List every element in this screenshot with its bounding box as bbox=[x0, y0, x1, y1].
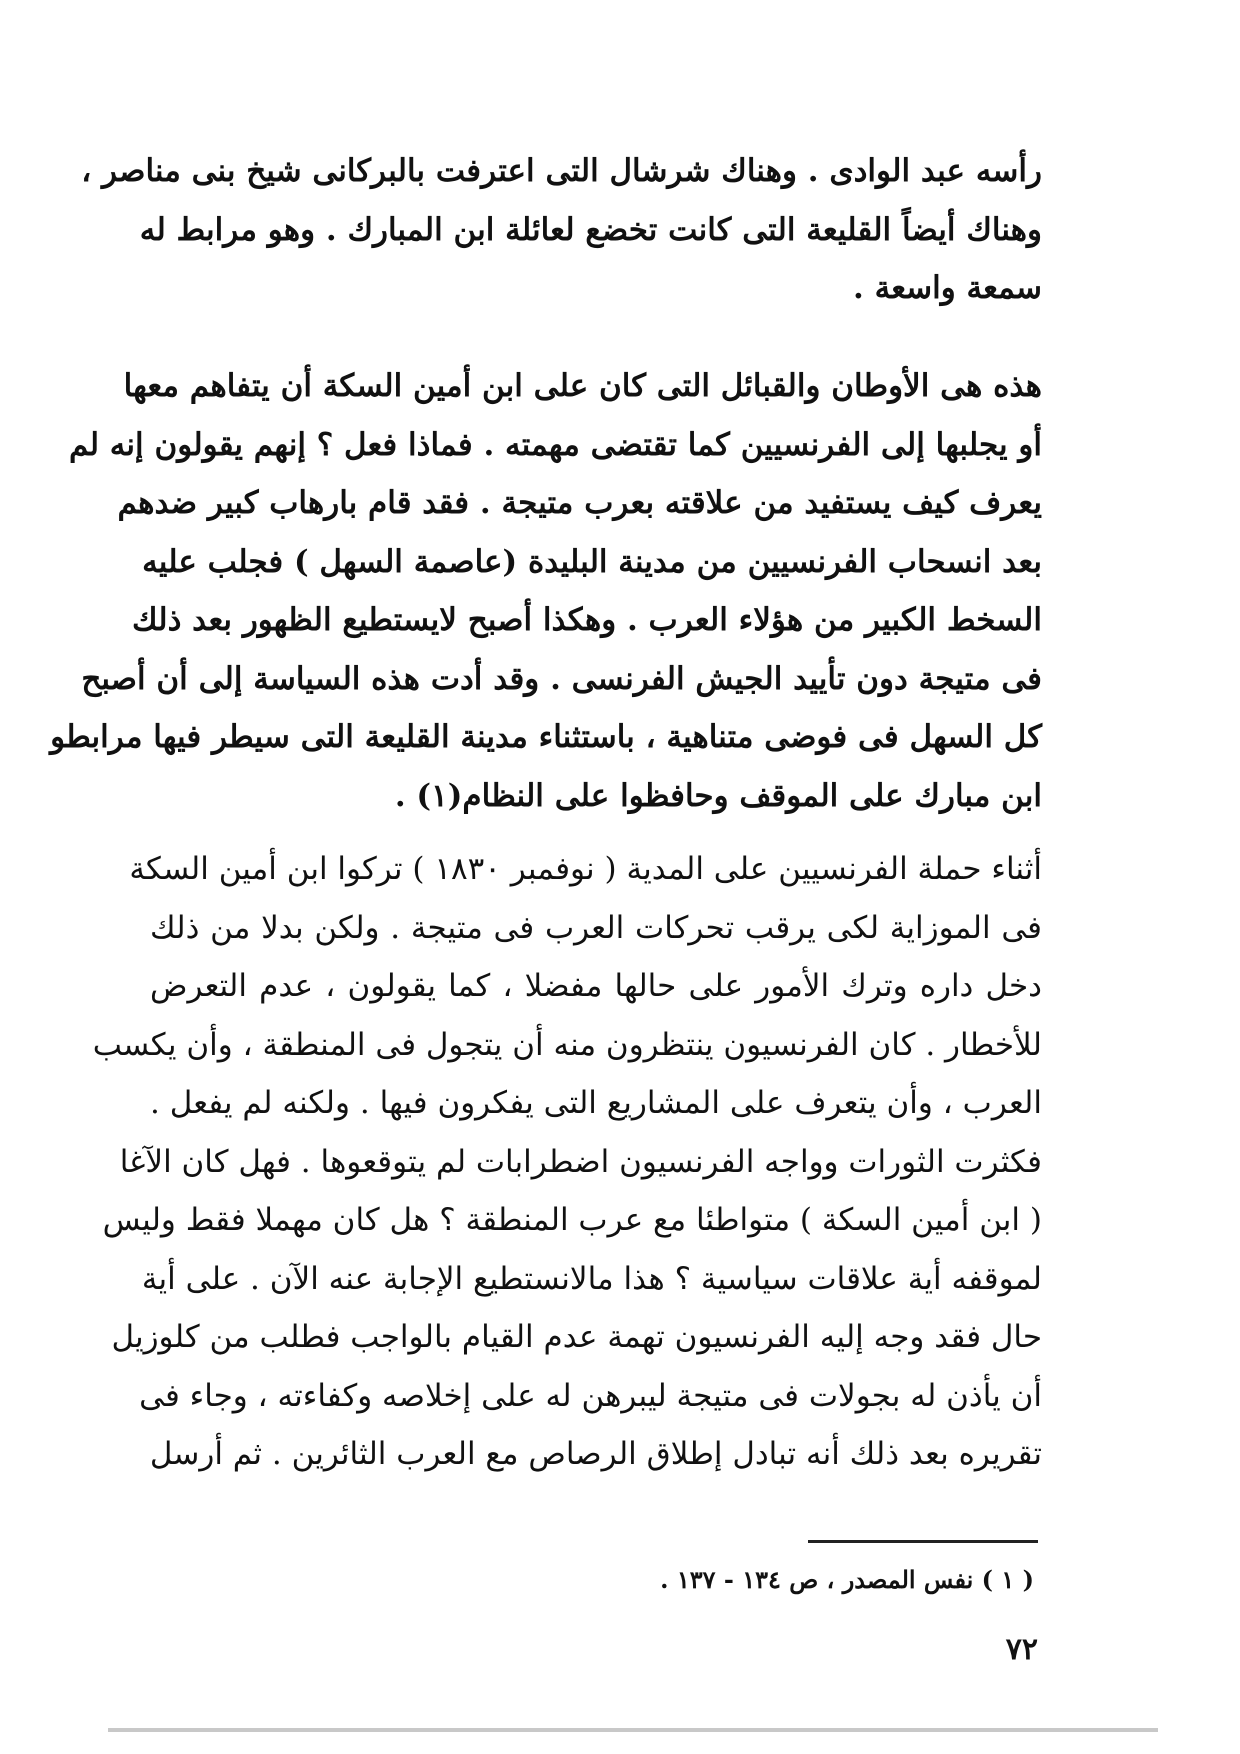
text-line: فى الموزاية لكى يرقب تحركات العرب فى متيجة . ولكن بدلا من ذلك bbox=[150, 909, 1042, 946]
text-line: أو يجلبها إلى الفرنسيين كما تقتضى مهمته . فماذا فعل ؟ إنهم يقولون إنه لم bbox=[68, 426, 1042, 463]
text-line: أثناء حملة الفرنسيين على المدية ( نوفمبر ١٨٣٠ ) تركوا ابن أمين السكة bbox=[129, 851, 1042, 887]
page-number: ٧٢ bbox=[1005, 1632, 1038, 1667]
text-line: يعرف كيف يستفيد من علاقته بعرب متيجة . فقد قام بارهاب كبير ضدهم bbox=[117, 485, 1042, 521]
text-line: ( ابن أمين السكة ) متواطئا مع عرب المنطقة ؟ هل كان مهملا فقط وليس bbox=[102, 1202, 1042, 1238]
text-line: رأسه عبد الوادى . وهناك شرشال التى اعترفت بالبركانى شيخ بنى مناصر ، bbox=[81, 153, 1042, 189]
text-line: السخط الكبير من هؤلاء العرب . وهكذا أصبح لايستطيع الظهور بعد ذلك bbox=[132, 602, 1042, 638]
page-bottom-edge bbox=[108, 1728, 1158, 1732]
text-line: للأخطار . كان الفرنسيون ينتظرون منه أن يتجول فى المنطقة ، وأن يكسب bbox=[92, 1026, 1042, 1063]
text-line: أن يأذن له بجولات فى متيجة ليبرهن له على إخلاصه وكفاءته ، وجاء فى bbox=[139, 1377, 1042, 1414]
text-line: ابن مبارك على الموقف وحافظوا على النظام(١) . bbox=[394, 777, 1042, 814]
text-line: فكثرت الثورات وواجه الفرنسيون اضطرابات لم يتوقعوها . فهل كان الآغا bbox=[119, 1143, 1042, 1180]
text-line: هذه هى الأوطان والقبائل التى كان على ابن أمين السكة أن يتفاهم معها bbox=[123, 368, 1042, 404]
text-line: بعد انسحاب الفرنسيين من مدينة البليدة (عاصمة السهل ) فجلب عليه bbox=[142, 543, 1042, 580]
text-line: دخل داره وترك الأمور على حالها مفضلا ، كما يقولون ، عدم التعرض bbox=[150, 968, 1042, 1004]
text-line: وهناك أيضاً القليعة التى كانت تخضع لعائلة ابن المبارك . وهو مرابط له bbox=[139, 211, 1042, 248]
text-line: سمعة واسعة . bbox=[853, 270, 1042, 306]
paragraph-3 bbox=[92, 840, 1042, 1484]
text-line: لموقفه أية علاقات سياسية ؟ هذا مالانستطيع الإجابة عنه الآن . على أية bbox=[141, 1260, 1042, 1297]
text-line: فى متيجة دون تأييد الجيش الفرنسى . وقد أدت هذه السياسة إلى أن أصبح bbox=[81, 660, 1042, 697]
text-line: حال فقد وجه إليه الفرنسيون تهمة عدم القيام بالواجب فطلب من كلوزيل bbox=[111, 1319, 1042, 1355]
footnote-divider bbox=[808, 1540, 1038, 1543]
text-line: كل السهل فى فوضى متناهية ، باستثناء مدينة القليعة التى سيطر فيها مرابطو bbox=[50, 719, 1042, 755]
text-line: تقريره بعد ذلك أنه تبادل إطلاق الرصاص مع العرب الثائرين . ثم أرسل bbox=[149, 1436, 1042, 1472]
text-line: العرب ، وأن يتعرف على المشاريع التى يفكرون فيها . ولكنه لم يفعل . bbox=[150, 1085, 1042, 1121]
paragraph-1 bbox=[81, 142, 1042, 318]
footnote: ( ١ ) نفس المصدر ، ص ١٣٤ - ١٣٧ . bbox=[660, 1565, 1034, 1594]
paragraph-2 bbox=[50, 357, 1042, 825]
